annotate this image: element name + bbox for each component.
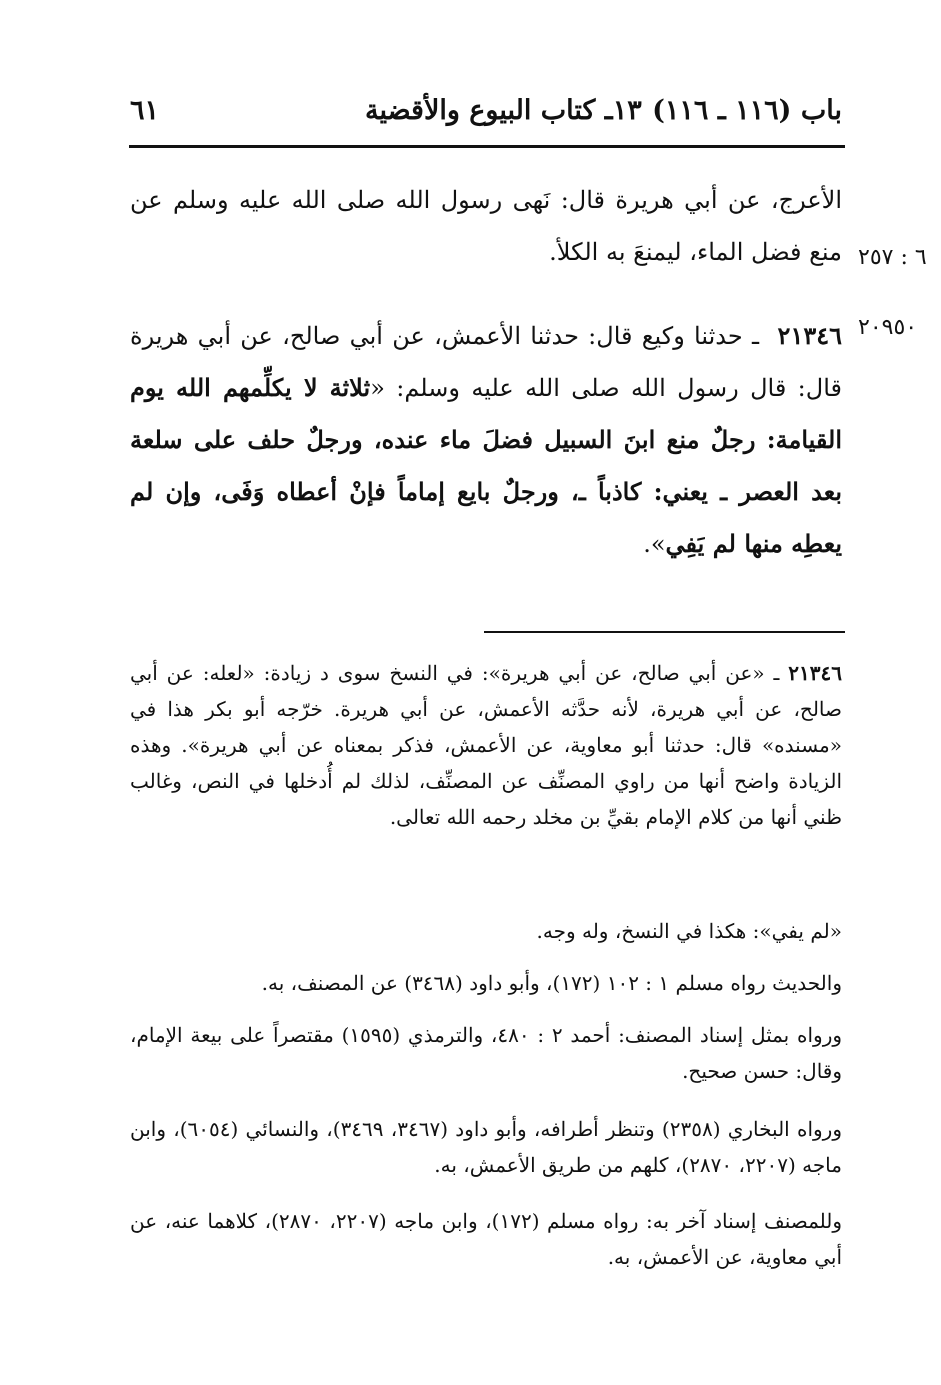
page-number: ٦١ (130, 95, 160, 126)
running-header-chapter: باب (١١٦ ـ ١١٦) (652, 95, 842, 126)
footnote-5: ورواه البخاري (٢٣٥٨) وتنظر أطرافه، وأبو داود (٣٤٦٧، ٣٤٦٩)، والنسائي (٦٠٥٤)، وابن ماجه (٢٢٠٧، ٢٨٧٠)، كلهم من طريق الأعمش، به. (130, 1117, 843, 1177)
footnote-6: وللمصنف إسناد آخر به: رواه مسلم (١٧٢)، وابن ماجه (٢٢٠٧، ٢٨٧٠)، كلاهما عنه، عن أبي معاوية، عن الأعمش، به. (130, 1209, 843, 1269)
hadith-isnad: ـ حدثنا وكيع قال: حدثنا الأعمش، عن أبي صالح، عن أبي هريرة قال: قال رسول الله صلى الله عليه وسلم: « (130, 322, 842, 402)
margin-reference: ٦ : ٢٥٧ (858, 245, 927, 270)
footnote-1-number: ٢١٣٤٦ (788, 661, 842, 685)
hadith-close: ». (643, 530, 666, 558)
footnote-3: والحديث رواه مسلم ١ : ١٠٢ (١٧٢)، وأبو داود (٣٤٦٨) عن المصنف، به. (261, 971, 842, 995)
hadith-number: ٢١٣٤٦ (777, 321, 842, 350)
footnote-rule (484, 631, 845, 633)
main-text-continuation: الأعرج، عن أبي هريرة قال: نَهى رسول الله صلى الله عليه وسلم عن منع فضل الماء، ليمنعَ به الكلأ. (130, 186, 842, 266)
hadith-paragraph (130, 310, 842, 570)
header-rule (129, 145, 845, 148)
running-header-book-title: ١٣ـ كتاب البيوع والأقضية (365, 95, 642, 126)
margin-hadith-number: ٢٠٩٥٠ (858, 315, 918, 340)
footnote-1 (130, 655, 842, 835)
footnote-4: ورواه بمثل إسناد المصنف: أحمد ٢ : ٤٨٠، والترمذي (١٥٩٥) مقتصراً على بيعة الإمام، وقال: حسن صحيح. (130, 1023, 843, 1083)
footnote-2: «لم يفي»: هكذا في النسخ، وله وجه. (536, 919, 842, 943)
hadith-matn: ثلاثة لا يكلِّمهم الله يوم القيامة: رجلٌ منع ابنَ السبيل فضلَ ماء عنده، ورجلٌ حلف على سلعة بعد العصر ـ يعني: كاذباً ـ، ورجلٌ بايع إماماً فإنْ أعطاه وَفَى، وإن لم يعطِه منها لم يَفِي (130, 373, 842, 558)
footnote-1-text: ـ «عن أبي صالح، عن أبي هريرة»: في النسخ سوى د زيادة: «لعله: عن أبي صالح، عن أبي هريرة، لأنه حدَّثه الأعمش، عن أبي هريرة. خرّجه أبو بكر هذا في «مسنده» قال: حدثنا أبو معاوية، عن الأعمش، فذكر بمعناه عن أبي هريرة». وهذه الزيادة واضح أنها من راوي المصنِّف عن المصنِّف، لذلك لم أُدخلها في النص، وغالب ظني أنها من كلام الإمام بقيِّ بن مخلد رحمه الله تعالى. (130, 661, 843, 829)
